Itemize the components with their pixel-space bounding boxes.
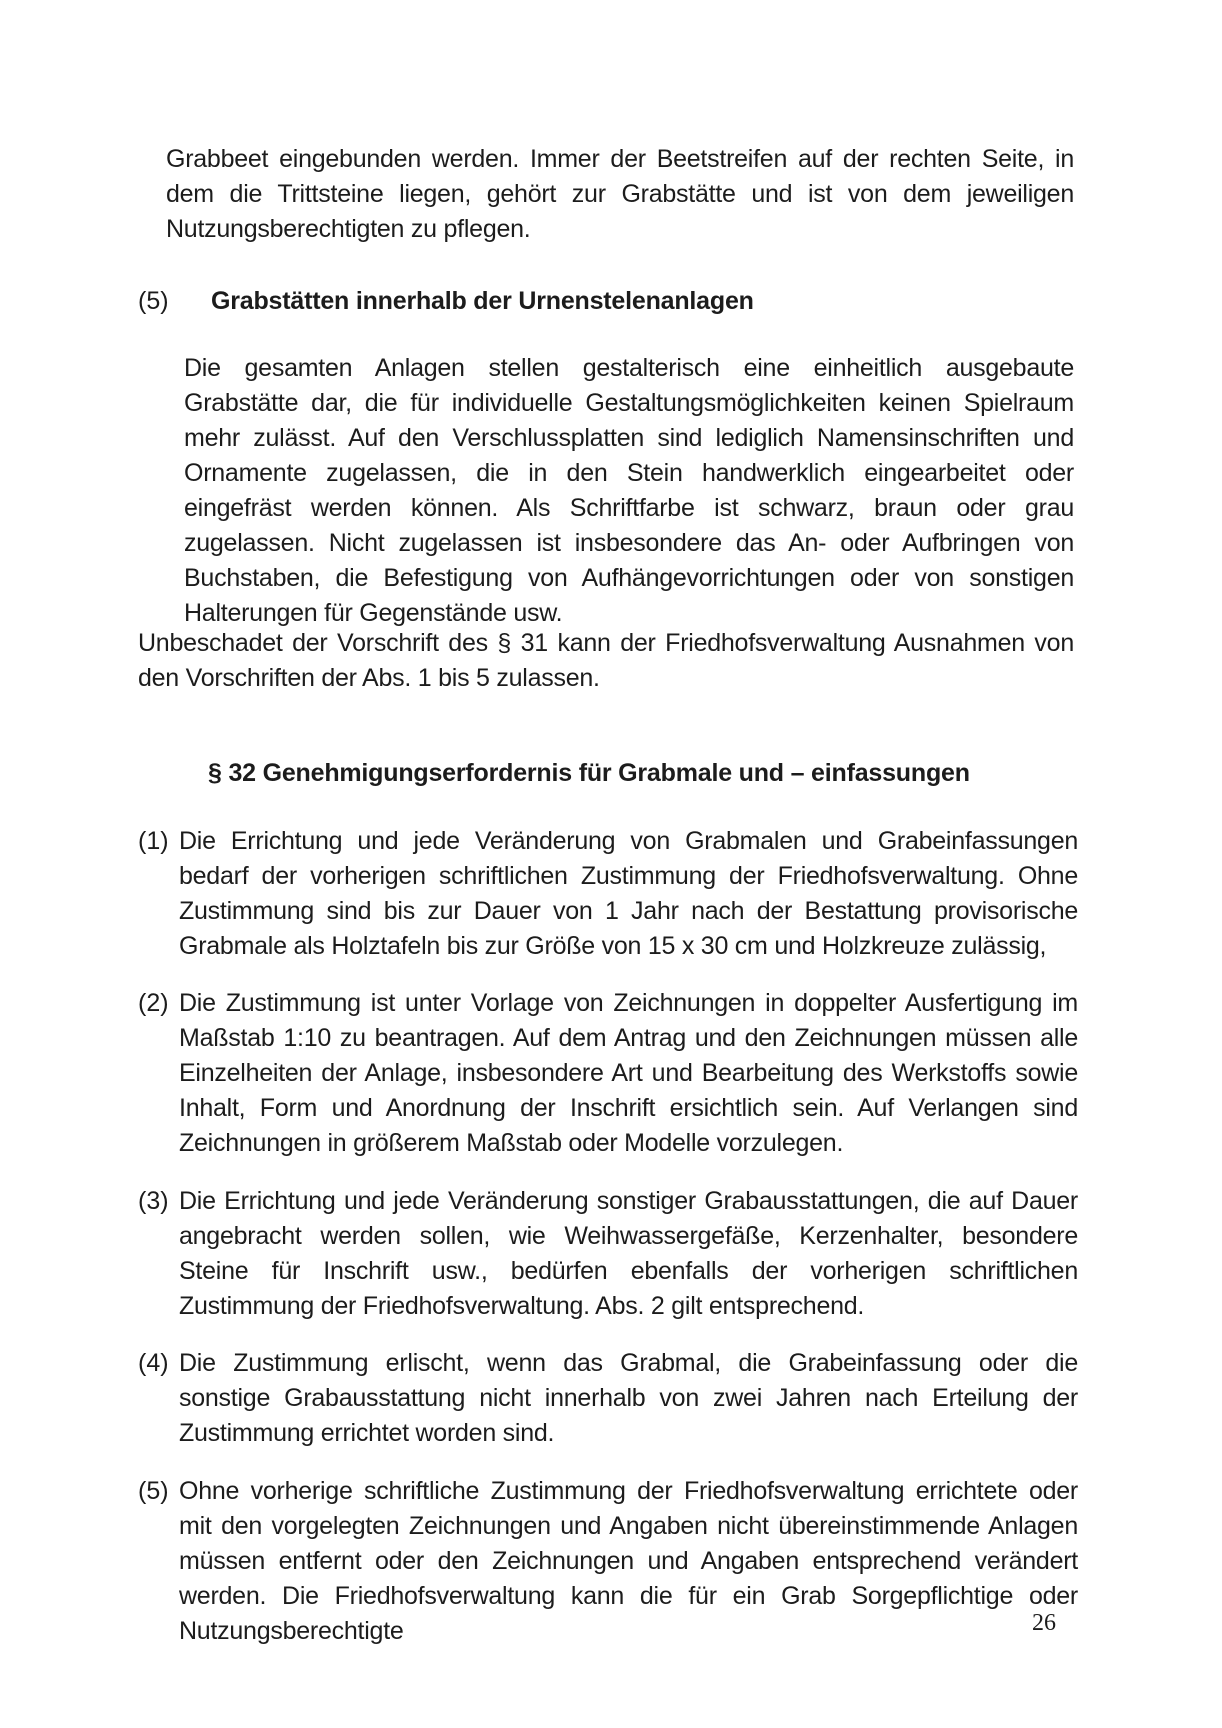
section-5-title: Grabstätten innerhalb der Urnenstelenanlagen <box>211 287 754 315</box>
list-item-text: Die Errichtung und jede Veränderung von Grabmalen und Grabeinfassungen bedarf der vorherigen schriftlichen Zustimmung der Friedhofsverwaltung. Ohne Zustimmung sind bis zur Dauer von 1 Jahr nach der Bestattung provisorische Grabmale als Holztafeln bis zur Größe von 15 x 30 cm und Holzkreuze zulässig, <box>179 827 1078 960</box>
list-item-text: Die Errichtung und jede Veränderung sonstiger Grabausstattungen, die auf Dauer angebracht werden sollen, wie Weihwassergefäße, Kerzenhalter, besondere Steine für Inschrift usw., bedürfen ebenfalls der vorherigen schriftlichen Zustimmung der Friedhofsverwaltung. Abs. 2 gilt entsprechend. <box>179 1187 1078 1320</box>
intro-paragraph: Grabbeet eingebunden werden. Immer der Beetstreifen auf der rechten Seite, in dem die Trittsteine liegen, gehört zur Grabstätte und ist von dem jeweiligen Nutzungsberechtigten zu pflegen. <box>166 145 1074 243</box>
list-item-number: (4) <box>138 1349 169 1377</box>
list-item-number: (5) <box>138 1477 169 1505</box>
list-item-number: (2) <box>138 989 169 1017</box>
page-number: 26 <box>1032 1610 1056 1636</box>
section-5-number: (5) <box>138 287 169 315</box>
list-item-number: (3) <box>138 1187 169 1215</box>
list-item-text: Die Zustimmung erlischt, wenn das Grabmal, die Grabeinfassung oder die sonstige Grabausstattung nicht innerhalb von zwei Jahren nach Erteilung der Zustimmung errichtet worden sind. <box>179 1349 1078 1447</box>
section-32-title: § 32 Genehmigungserfordernis für Grabmale und – einfassungen <box>208 759 970 787</box>
list-item-text: Ohne vorherige schriftliche Zustimmung der Friedhofsverwaltung errichtete oder mit den vorgelegten Zeichnungen und Angaben nicht übereinstimmende Anlagen müssen entfernt oder den Zeichnungen und Angaben entsprechend verändert werden. Die Friedhofsverwaltung kann die für ein Grab Sorgepflichtige oder Nutzungsberechtigte <box>179 1477 1078 1645</box>
section-5-paragraph: Die gesamten Anlagen stellen gestalterisch eine einheitlich ausgebaute Grabstätte dar, die für individuelle Gestaltungsmöglichkeiten keinen Spielraum mehr zulässt. Auf den Verschlussplatten sind lediglich Namensinschriften und Ornamente zugelassen, die in den Stein handwerklich eingearbeitet oder eingefräst werden können. Als Schriftfarbe ist schwarz, braun oder grau zugelassen. Nicht zugelassen ist insbesondere das An- oder Aufbringen von Buchstaben, die Befestigung von Aufhängevorrichtungen oder von sonstigen Halterungen für Gegenstände usw. <box>184 354 1074 627</box>
list-item-number: (1) <box>138 827 169 855</box>
list-item-text: Die Zustimmung ist unter Vorlage von Zeichnungen in doppelter Ausfertigung im Maßstab 1:10 zu beantragen. Auf dem Antrag und den Zeichnungen müssen alle Einzelheiten der Anlage, insbesondere Art und Bearbeitung des Werkstoffs sowie Inhalt, Form und Anordnung der Inschrift ersichtlich sein. Auf Verlangen sind Zeichnungen in größerem Maßstab oder Modelle vorzulegen. <box>179 989 1078 1157</box>
closing-paragraph: Unbeschadet der Vorschrift des § 31 kann der Friedhofsverwaltung Ausnahmen von den Vorschriften der Abs. 1 bis 5 zulassen. <box>138 629 1074 692</box>
